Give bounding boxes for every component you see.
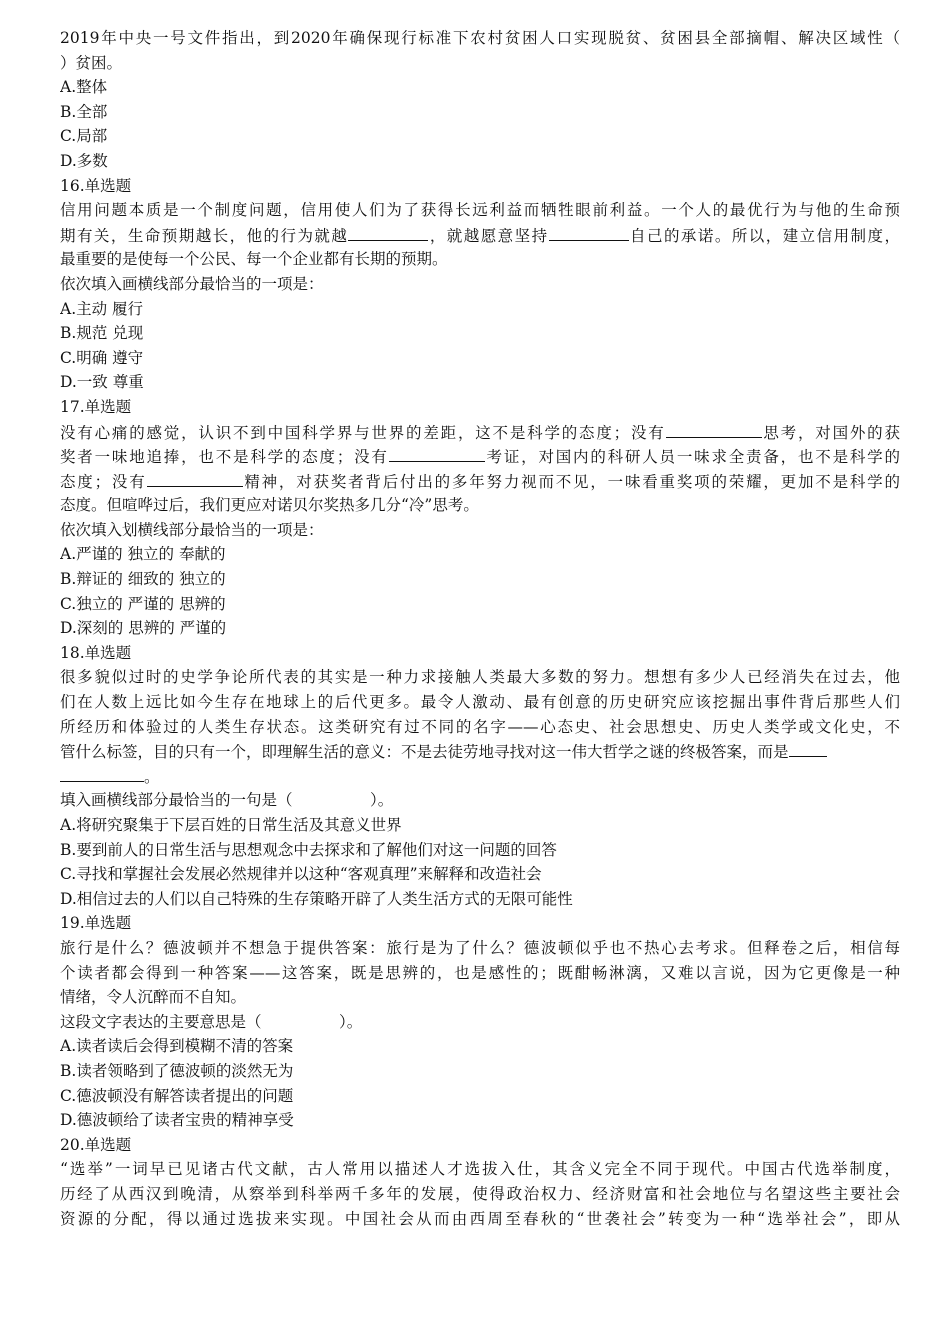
question-19 [60, 911, 900, 1132]
stem-text: 。 [144, 767, 160, 786]
question-stem-line [60, 223, 900, 248]
question-stem-line: 2019年中央一号文件指出，到2020年确保现行标准下农村贫困人口实现脱贫、贫困县全部摘帽、解决区域性（ [60, 29, 900, 47]
fill-blank [60, 764, 144, 782]
question-stem-line: 旅行是什么？德波顿并不想急于提供答案：旅行是为了什么？德波顿似乎也不热心去考求。但释卷之后，相信每 [60, 938, 900, 957]
question-20 [60, 1133, 900, 1231]
option-a: A.整体 [60, 78, 108, 97]
question-stem-line: 情绪，令人沉醉而不自知。 [60, 988, 247, 1007]
stem-text: 自己的承诺。所以，建立信用制度， [628, 226, 900, 245]
stem-text: 没有心痛的感觉，认识不到中国科学界与世界的差距，这不是科学的态度；没有 [60, 423, 666, 442]
fill-blank [348, 223, 428, 241]
option-d: D.深刻的 思辨的 严谨的 [60, 619, 227, 638]
fill-blank [389, 444, 485, 462]
question-16 [60, 174, 900, 395]
option-b: B.要到前人的日常生活与思想观念中去探求和了解他们对这一问题的回答 [60, 840, 557, 859]
option-c: C.德波顿没有解答读者提出的问题 [60, 1086, 294, 1105]
fill-blank [789, 739, 827, 757]
question-header: 18.单选题 [60, 643, 132, 662]
question-stem-line [60, 420, 900, 445]
question-stem-line [60, 739, 900, 764]
option-b: B.读者领略到了德波顿的淡然无为 [60, 1061, 294, 1080]
question-stem-line [60, 469, 900, 494]
question-stem-line: 态度。但喧哗过后，我们更应对诺贝尔奖热多几分“冷”思考。 [60, 496, 479, 515]
option-a: A.严谨的 独立的 奉献的 [60, 545, 226, 564]
stem-text: ，就越愿意坚持 [428, 226, 549, 245]
option-d: D.德波顿给了读者宝贵的精神享受 [60, 1111, 294, 1130]
question-stem-line: 所经历和体验过的人类生存状态。这类研究有过不同的名字——心态史、社会思想史、历史人类学或文化史，不 [60, 717, 900, 736]
stem-text: 考证，对国内的科研人员一味求全责备，也不是科学的 [484, 448, 900, 467]
option-d: D.相信过去的人们以自己特殊的生存策略开辟了人类生活方式的无限可能性 [60, 889, 573, 908]
option-c: C.局部 [60, 127, 108, 146]
question-stem-line: “选举”一词早已见诸古代文献，古人常用以描述人才选拔入仕，其含义完全不同于现代。中国古代选举制度， [60, 1160, 900, 1179]
question-stem-line: 信用问题本质是一个制度问题，信用使人们为了获得长远利益而牺牲眼前利益。一个人的最优行为与他的生命预 [60, 201, 900, 220]
stem-text: 精神，对获奖者背后付出的多年努力视而不见，一味看重奖项的荣耀，更加不是科学的 [242, 472, 900, 491]
question-stem-line: 最重要的是使每一个公民、每一个企业都有长期的预期。 [60, 250, 448, 269]
question-prompt: 填入画横线部分最恰当的一句是（ ）。 [60, 791, 394, 810]
stem-text: 态度；没有 [60, 472, 147, 491]
question-prompt: 依次填入画横线部分最恰当的一项是： [60, 274, 324, 293]
stem-text: 管什么标签，目的只有一个，即理解生活的意义：不是去徒劳地寻找对这一伟大哲学之谜的终极答案，而是 [60, 743, 789, 762]
option-a: A.读者读后会得到模糊不清的答案 [60, 1037, 294, 1056]
question-stem-line: 历经了从西汉到晚清，从察举到科举两千多年的发展，使得政治权力、经济财富和社会地位与名望这些主要社会 [60, 1184, 900, 1203]
question-17 [60, 395, 900, 641]
question-15 [60, 26, 900, 174]
question-stem-line: 很多貌似过时的史学争论所代表的其实是一种力求接触人类最大多数的努力。想想有多少人已经消失在过去，他 [60, 668, 900, 687]
option-b: B.全部 [60, 102, 108, 121]
question-stem-line [60, 764, 900, 789]
question-stem-line: 们在人数上远比如今生存在地球上的后代更多。最令人激动、最有创意的历史研究应该挖掘出事件背后那些人们 [60, 693, 900, 712]
question-stem-line: 个读者都会得到一种答案——这答案，既是思辨的，也是感性的；既酣畅淋漓，又难以言说，因为它更像是一种 [60, 963, 900, 982]
option-c: C.寻找和掌握社会发展必然规律并以这种“客观真理”来解释和改造社会 [60, 865, 542, 884]
option-d: D.一致 尊重 [60, 373, 144, 392]
question-prompt: 依次填入划横线部分最恰当的一项是： [60, 520, 324, 539]
question-header: 17.单选题 [60, 397, 132, 416]
option-c: C.独立的 严谨的 思辨的 [60, 594, 226, 613]
question-stem-line [60, 444, 900, 469]
question-header: 19.单选题 [60, 914, 132, 933]
option-b: B.辩证的 细致的 独立的 [60, 570, 226, 589]
fill-blank [666, 420, 762, 438]
stem-text: 期有关，生命预期越长，他的行为就越 [60, 226, 349, 245]
fill-blank [147, 469, 243, 487]
stem-text: 思考，对国外的获 [761, 423, 900, 442]
question-stem-line: ）贫困。 [60, 53, 123, 72]
option-c: C.明确 遵守 [60, 348, 144, 367]
question-stem-line: 资源的分配，得以通过选拔来实现。中国社会从而由西周至春秋的“世袭社会”转变为一种“选举社会”，即从 [60, 1209, 900, 1228]
question-header: 16.单选题 [60, 176, 132, 195]
fill-blank [549, 223, 629, 241]
question-header: 20.单选题 [60, 1135, 132, 1154]
option-b: B.规范 兑现 [60, 324, 144, 343]
option-a: A.主动 履行 [60, 299, 144, 318]
question-prompt: 这段文字表达的主要意思是（ ）。 [60, 1012, 363, 1031]
question-18 [60, 641, 900, 912]
option-a: A.将研究聚集于下层百姓的日常生活及其意义世界 [60, 816, 402, 834]
option-d: D.多数 [60, 151, 108, 170]
stem-text: 奖者一味地追捧，也不是科学的态度；没有 [60, 448, 389, 467]
exam-page [60, 26, 900, 1231]
